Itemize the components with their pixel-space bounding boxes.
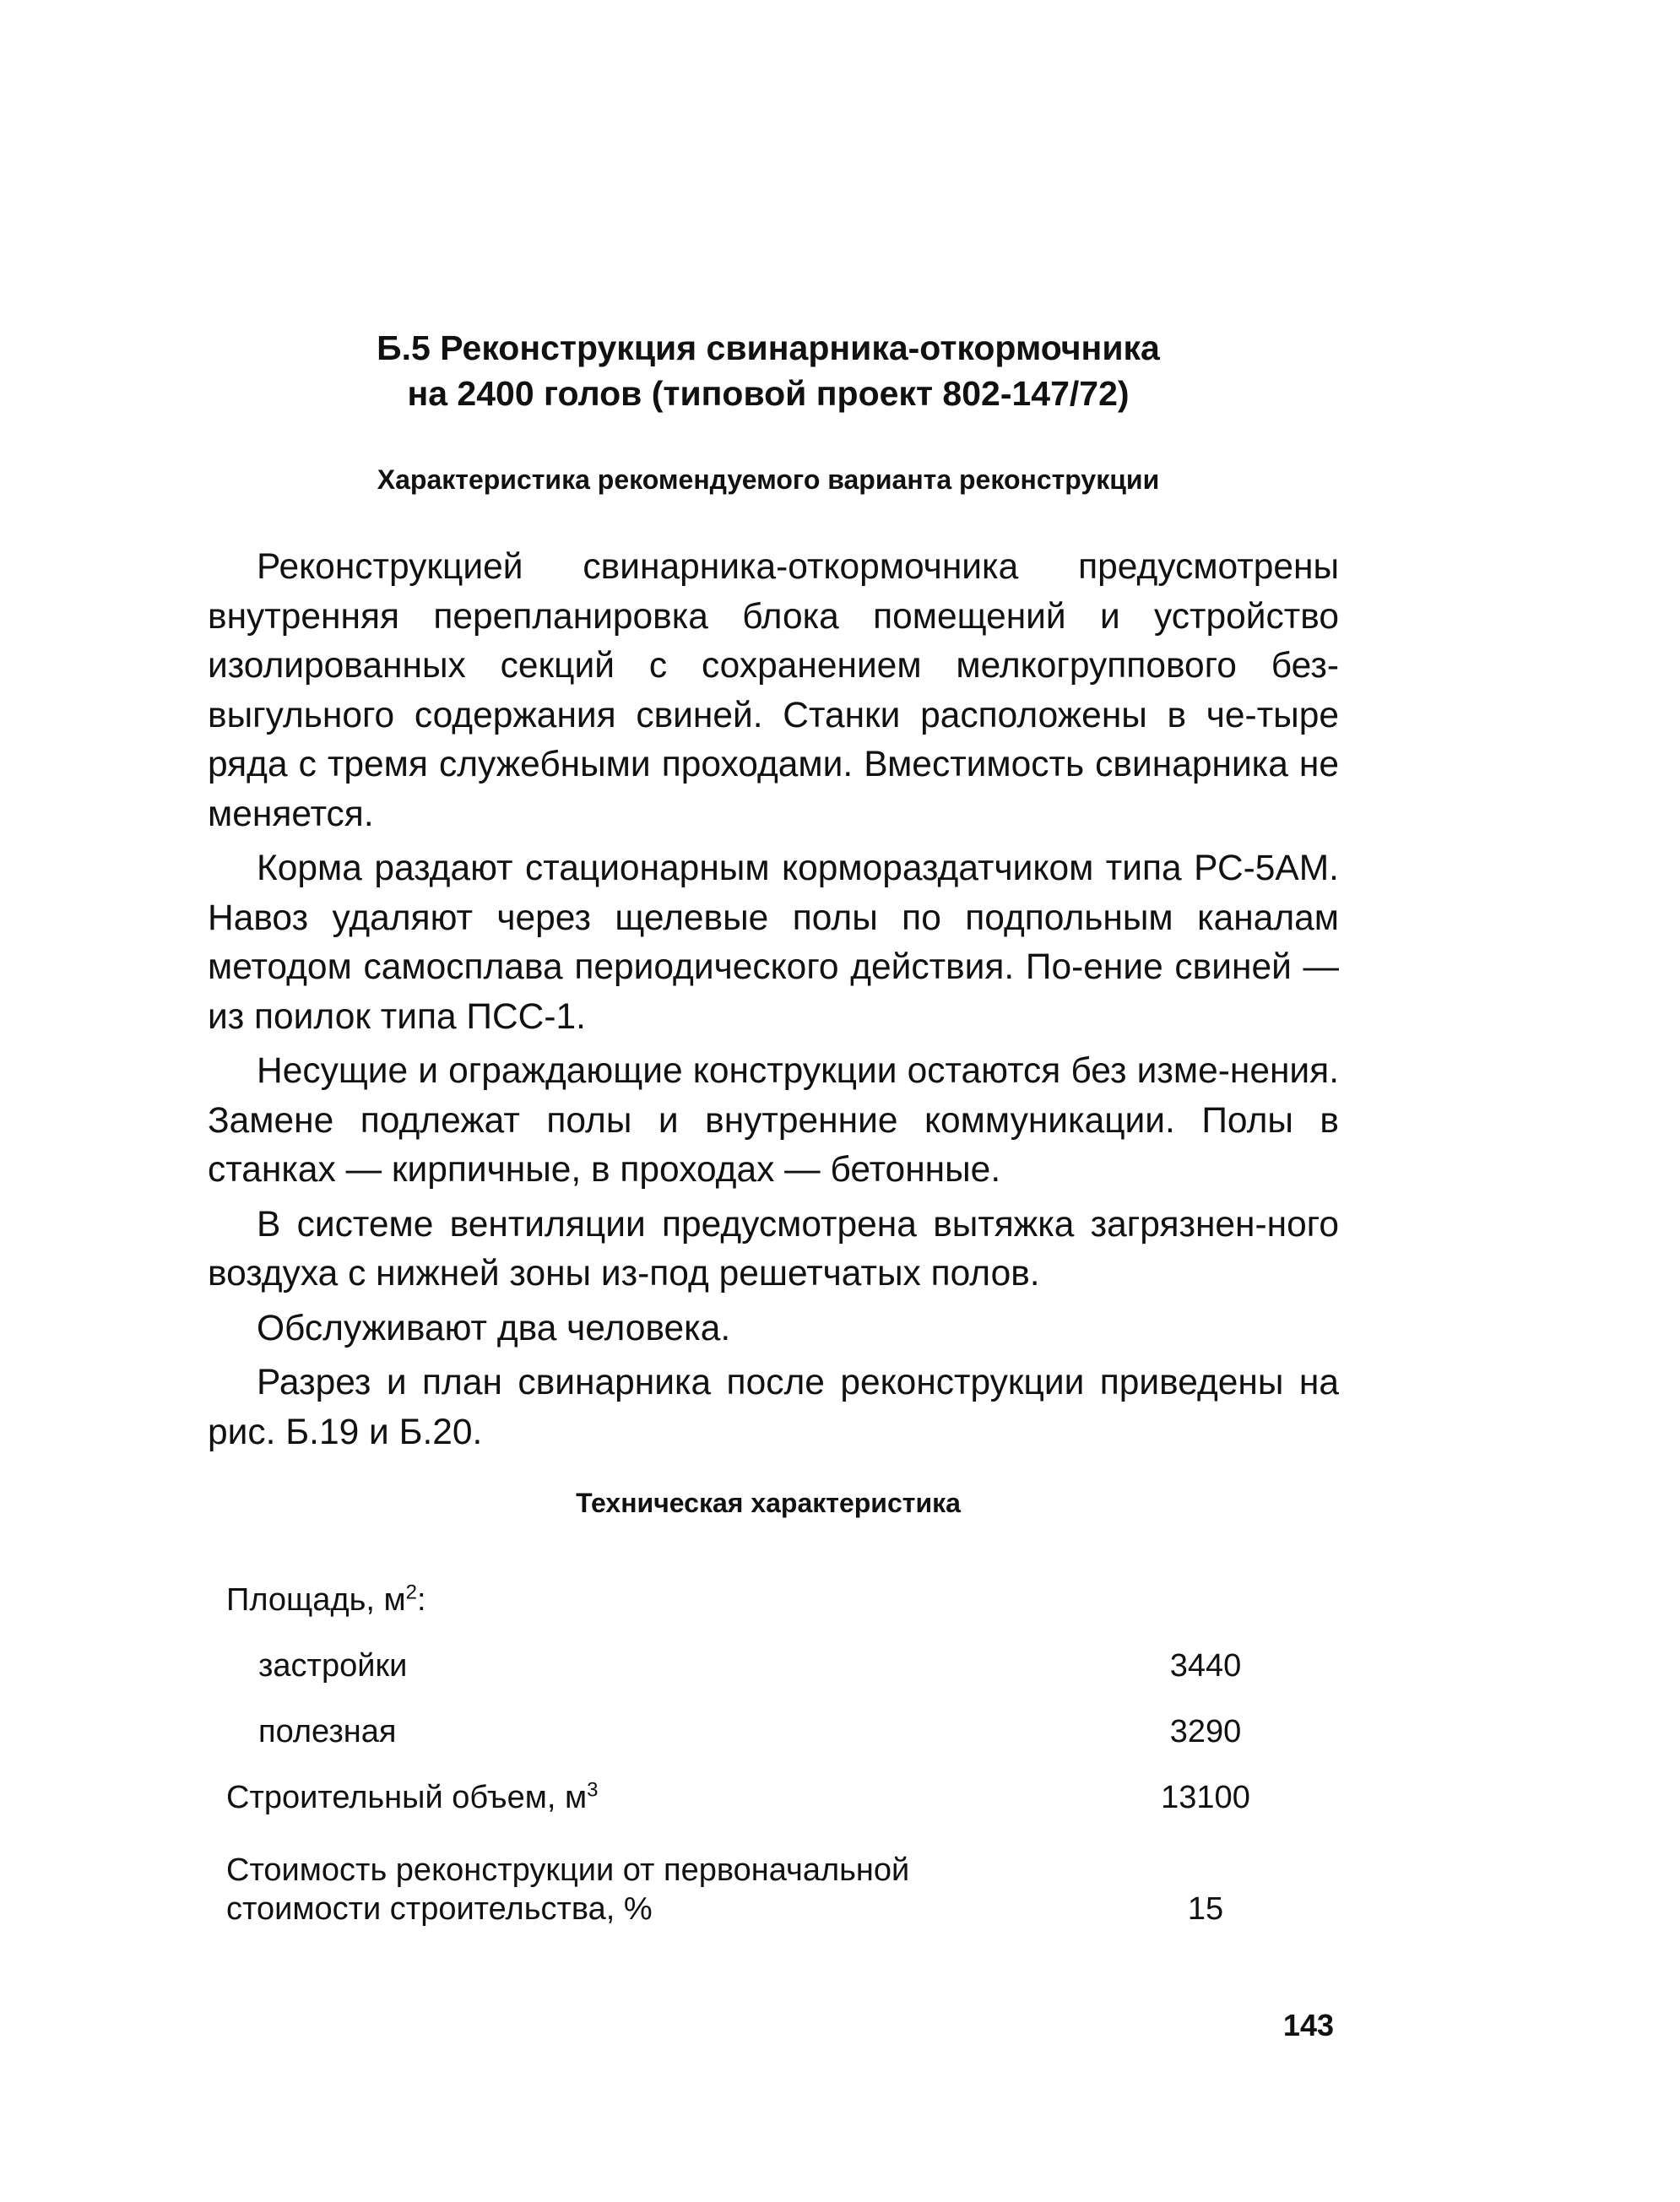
- spec-value-cost: 15: [1187, 1891, 1224, 1927]
- paragraph: Реконструкцией свинарника-откормочника предусмотрены внутренняя перепланировка блока помещений и устройство изолированных секций с сохранением мелкогруппового без-выгульного содержания свиней. Станки расположены в че-тыре ряда с тремя служебными проходами. Вместимость свинарника не меняется.: [208, 547, 1339, 834]
- area-label-colon: :: [417, 1582, 426, 1618]
- paragraph: Корма раздают стационарным кормораздатчиком типа РС-5АМ. Навоз удаляют через щелевые полы по подпольным каналам методом самосплава периодического действия. По-ение свиней — из поилок типа ПСС-1.: [208, 849, 1339, 1037]
- spec-label-built: застройки: [258, 1648, 408, 1684]
- spec-row-area: [226, 1581, 1265, 1646]
- paragraph: Разрез и план свинарника после реконструкции приведены на рис. Б.19 и Б.20.: [208, 1363, 1339, 1452]
- spec-row-built: [226, 1646, 1265, 1712]
- area-label-text: Площадь, м: [226, 1582, 406, 1618]
- paragraph: В системе вентиляции предусмотрена вытяжка загрязнен-ного воздуха с нижней зоны из-под решетчатых полов.: [208, 1204, 1339, 1294]
- spec-row-volume: [226, 1778, 1265, 1851]
- spec-label-volume: [226, 1778, 1265, 1817]
- volume-label-text: Строительный объем, м: [226, 1780, 588, 1815]
- section-heading-line-1: Б.5 Реконструкция свинарника-откормочника: [377, 328, 1160, 367]
- paragraph: Несущие и ограждающие конструкции остаются без изме-нения. Замене подлежат полы и внутренние коммуникации. Полы в станках — кирпичные, в проходах — бетонные.: [208, 1051, 1339, 1190]
- spec-label-area: [226, 1581, 1265, 1619]
- body-text: [208, 543, 1339, 1462]
- spec-row-cost: [226, 1851, 1265, 1932]
- paragraph: Обслуживают два человека.: [257, 1308, 731, 1348]
- spec-label-cost-line-1: Стоимость реконструкции от первоначальной: [226, 1852, 910, 1888]
- spec-label-cost-line-2: стоимости строительства, %: [226, 1891, 653, 1927]
- page-number: 143: [1282, 2008, 1334, 2042]
- section-subheading: Характеристика рекомендуемого варианта реконструкции: [377, 464, 1160, 495]
- section-heading: [203, 325, 1334, 416]
- spec-value-volume: 13100: [1161, 1780, 1250, 1815]
- spec-value-useful: 3290: [1169, 1714, 1242, 1749]
- section-heading-line-2: на 2400 голов (типовой проект 802-147/72): [407, 374, 1130, 413]
- spec-value-built: 3440: [1169, 1648, 1242, 1684]
- volume-unit-exponent: 3: [587, 1778, 599, 1802]
- tech-spec-title: Техническая характеристика: [576, 1488, 961, 1518]
- spec-row-useful: [226, 1712, 1265, 1778]
- spec-label-useful: полезная: [258, 1714, 397, 1749]
- tech-spec-table: [226, 1581, 1265, 1932]
- area-unit-exponent: 2: [405, 1581, 418, 1604]
